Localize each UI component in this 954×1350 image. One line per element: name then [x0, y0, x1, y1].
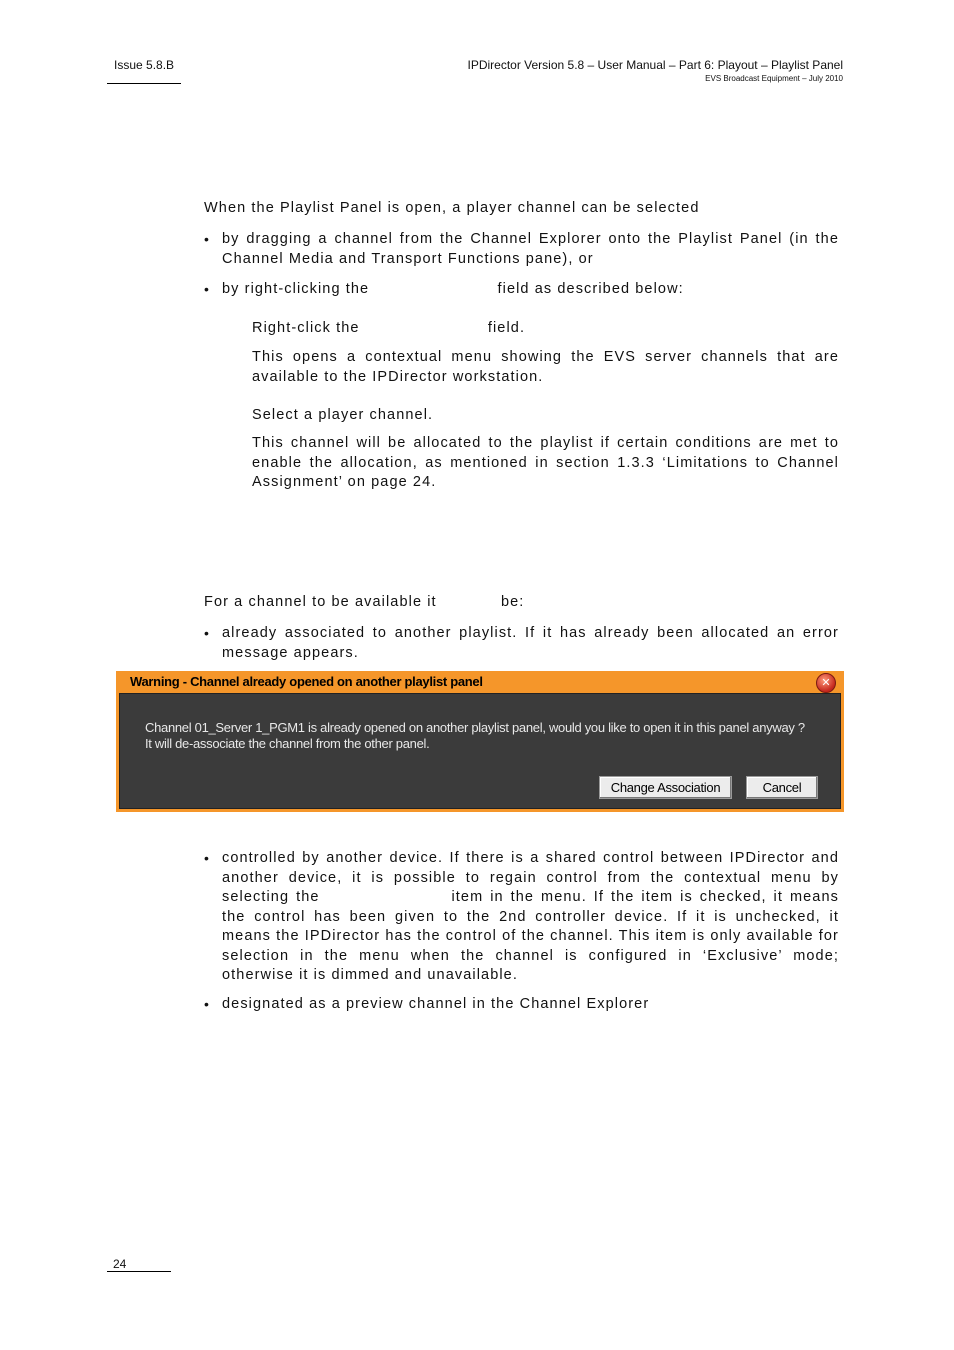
document-subtitle: EVS Broadcast Equipment – July 2010	[705, 74, 843, 83]
section2-intro	[204, 593, 524, 613]
issue-label: Issue 5.8.B	[114, 58, 175, 72]
step2-description: This channel will be allocated to the playlist if certain conditions are met to enable the allocation, as mentioned in section 1.3.3 ‘Limitations to Channel Assignment’ on page 24.	[252, 435, 839, 490]
list-item	[204, 995, 839, 1015]
dialog-message-line2: It will de-associate the channel from the other panel.	[145, 736, 430, 751]
cancel-button[interactable]: Cancel	[746, 776, 818, 799]
dialog-message-line1: Channel 01_Server 1_PGM1 is already opened on another playlist panel, would you like to open it in this panel anyway ?	[145, 720, 805, 735]
bullet-text	[222, 849, 839, 986]
dialog-title: Warning - Channel already opened on another playlist panel	[130, 674, 483, 689]
list-item	[204, 280, 839, 300]
footer-rule	[107, 1271, 171, 1272]
bullet-icon: •	[204, 850, 211, 866]
bullet-text-start: by right-clicking the	[222, 281, 370, 297]
list-item	[204, 624, 839, 663]
bullet-text-end: field as described below:	[497, 281, 684, 297]
header-rule	[107, 83, 181, 84]
bullet-icon: •	[204, 625, 211, 641]
dialog-message	[145, 720, 805, 752]
document-title: IPDirector Version 5.8 – User Manual – Part 6: Playout – Playlist Panel	[467, 58, 843, 72]
list-item	[204, 230, 839, 269]
warning-dialog	[116, 671, 844, 812]
bullet-icon: •	[204, 996, 211, 1012]
section2-intro-end: be:	[500, 594, 525, 610]
section1-intro: When the Playlist Panel is open, a player channel can be selected	[204, 200, 700, 216]
section2-intro-start: For a channel to be available it	[204, 594, 437, 610]
dialog-body	[119, 693, 841, 809]
list-item	[204, 849, 839, 986]
page-number: 24	[113, 1257, 127, 1271]
close-icon[interactable]: ✕	[816, 673, 836, 693]
step1	[252, 319, 525, 339]
bullet-text: already associated to another playlist. If it has already been allocated an error message appears.	[222, 625, 839, 661]
bullet-text-end: item in the menu. If the item is checked, it means the control has been given to the 2nd controller device. If it is unchecked, it means the IPDirector has the control of the channel. This item is only available for selection in the menu when the channel is configured in ‘Exclusive’ mode; otherwise it is dimmed and unavailable.	[222, 889, 839, 983]
bullet-text: designated as a preview channel in the Channel Explorer	[222, 996, 650, 1012]
step1-description: This opens a contextual menu showing the EVS server channels that are available to the IPDirector workstation.	[252, 349, 839, 385]
step2: Select a player channel.	[252, 407, 434, 423]
bullet-text	[222, 280, 839, 300]
step1-end: field.	[487, 320, 526, 336]
bullet-icon: •	[204, 231, 211, 247]
change-association-button[interactable]: Change Association	[599, 776, 732, 799]
step1-start: Right-click the	[252, 320, 360, 336]
bullet-text-start: controlled by another device. If there is a shared control between IPDirector and another device, it is possible to regain control from the contextual menu by selecting the	[222, 850, 839, 905]
bullet-text: by dragging a channel from the Channel Explorer onto the Playlist Panel (in the Channel Media and Transport Functions pane), or	[222, 231, 839, 267]
bullet-icon: •	[204, 281, 211, 297]
